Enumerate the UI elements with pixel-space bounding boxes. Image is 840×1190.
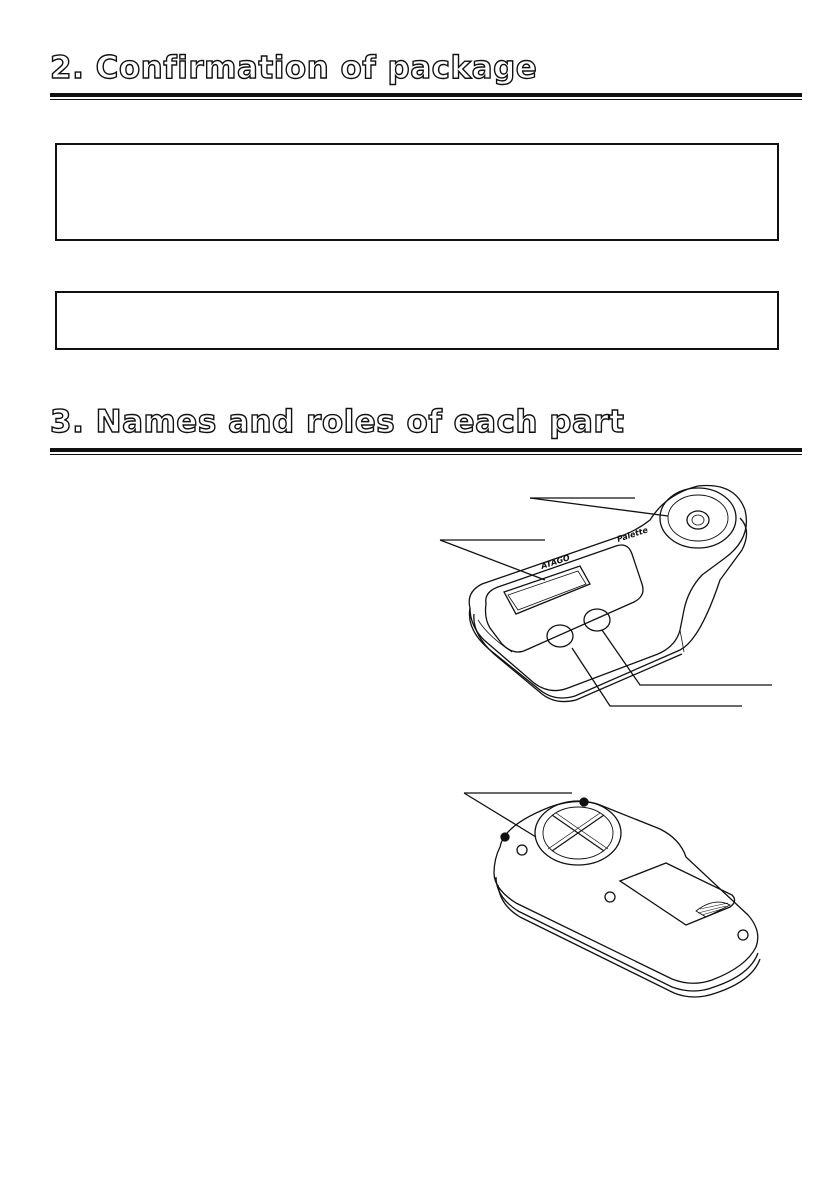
- package-contents-box: [55, 143, 779, 241]
- model-label: Palette: [615, 525, 650, 544]
- heading-rule: [50, 448, 802, 455]
- heading-rule: [50, 93, 802, 100]
- section-2-heading: 2. Confirmation of package: [50, 50, 538, 86]
- package-note-box: [55, 291, 779, 350]
- section-3-heading: 3. Names and roles of each part: [50, 404, 625, 440]
- device-back-illustration: [460, 785, 780, 1000]
- brand-label: ATAGO: [539, 553, 571, 571]
- device-front-illustration: [430, 480, 780, 720]
